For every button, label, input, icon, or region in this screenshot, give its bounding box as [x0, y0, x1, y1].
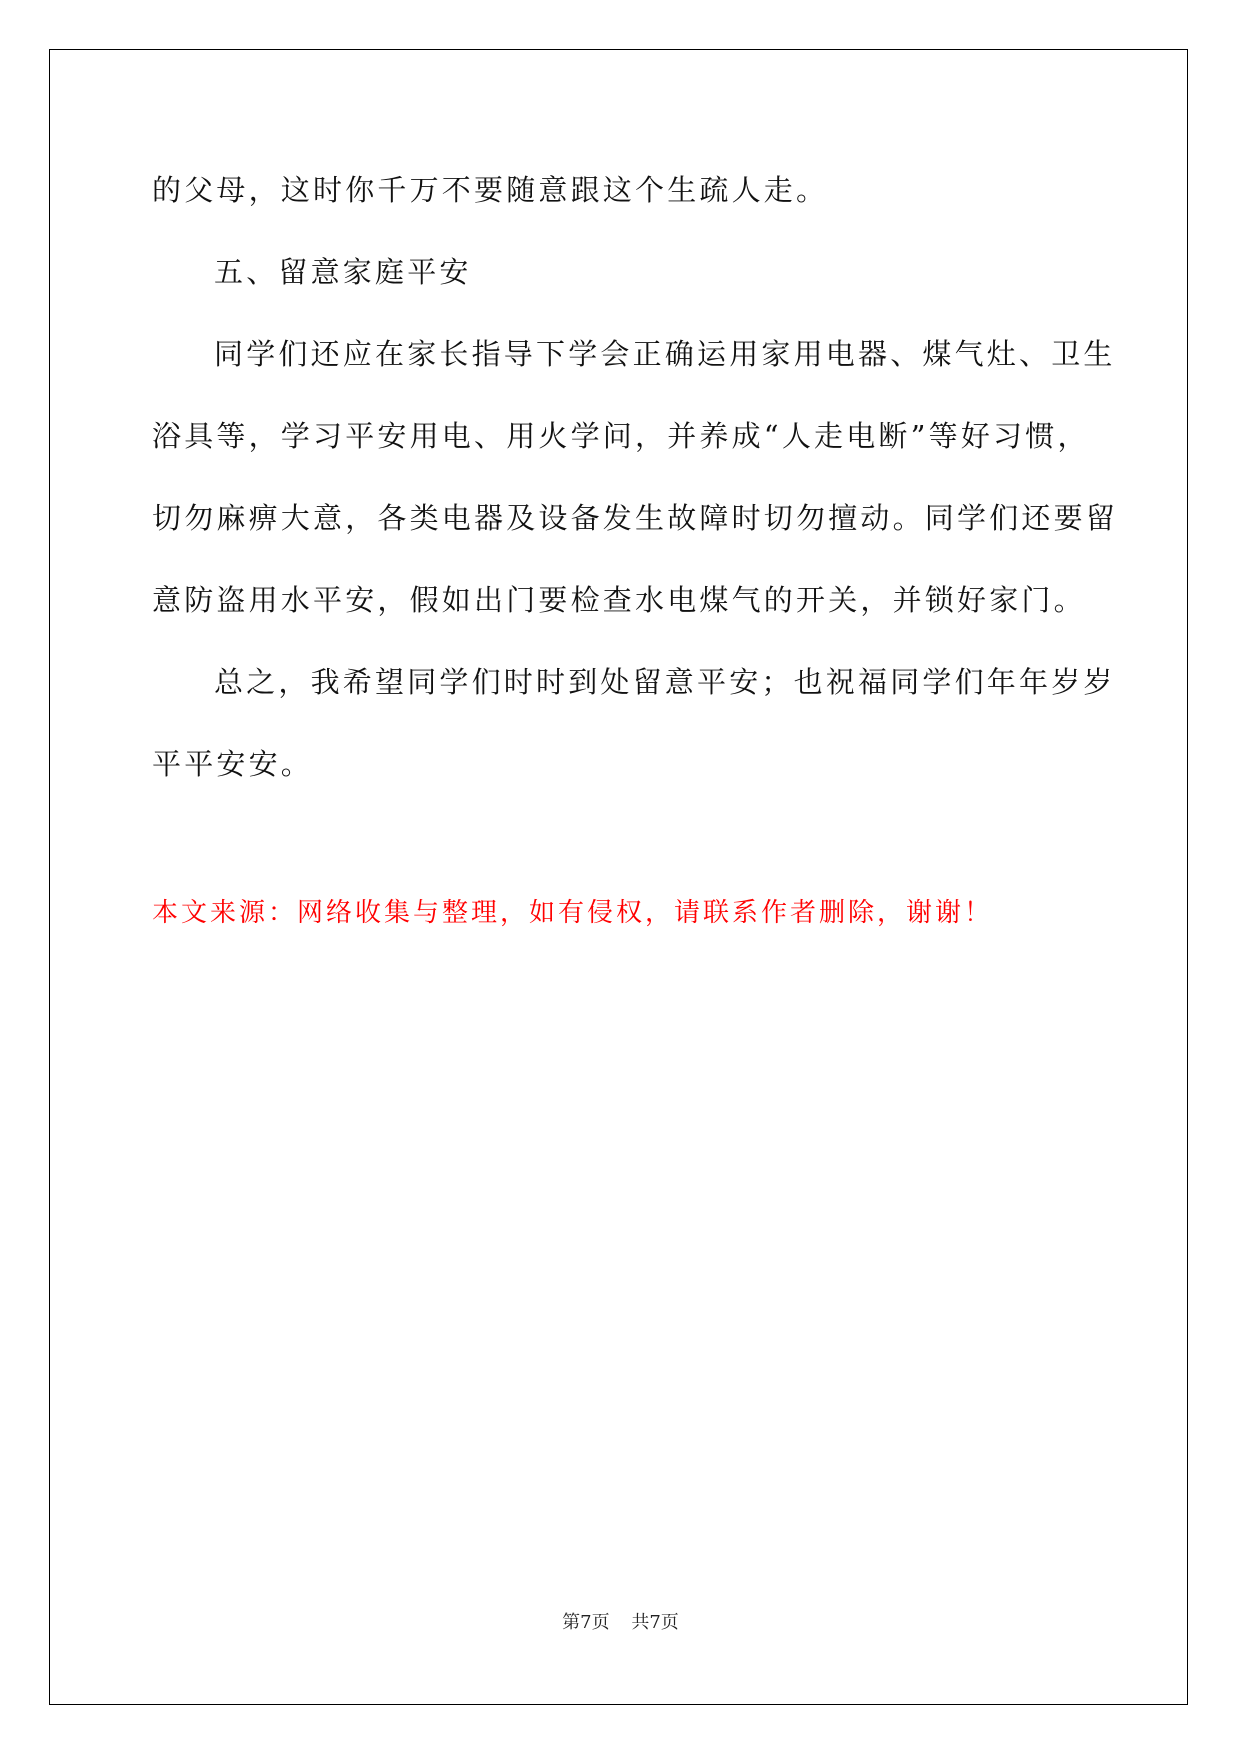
- paragraph-line-6: 总之，我希望同学们时时到处留意平安；也祝福同学们年年岁岁: [214, 665, 1116, 699]
- paragraph-line-5: 意防盗用水平安，假如出门要检查水电煤气的开关，并锁好家门。: [152, 583, 1086, 617]
- paragraph-line-4: 切勿麻痹大意，各类电器及设备发生故障时切勿擅动。同学们还要留: [152, 501, 1119, 535]
- page-border: [49, 49, 1188, 1705]
- page-number-current: 第7页: [562, 1612, 610, 1633]
- page-footer: [0, 1608, 1241, 1634]
- source-notice: 本文来源：网络收集与整理，如有侵权，请联系作者删除，谢谢！: [152, 898, 994, 928]
- paragraph-line-1: 的父母，这时你千万不要随意跟这个生疏人走。: [152, 173, 829, 207]
- paragraph-line-3: 浴具等，学习平安用电、用火学问，并养成“人走电断”等好习惯，: [152, 419, 1090, 453]
- section-heading: 五、留意家庭平安: [214, 255, 472, 289]
- paragraph-line-2: 同学们还应在家长指导下学会正确运用家用电器、煤气灶、卫生: [214, 337, 1116, 371]
- page-number-total: 共7页: [631, 1612, 679, 1633]
- paragraph-line-7: 平平安安。: [152, 747, 314, 781]
